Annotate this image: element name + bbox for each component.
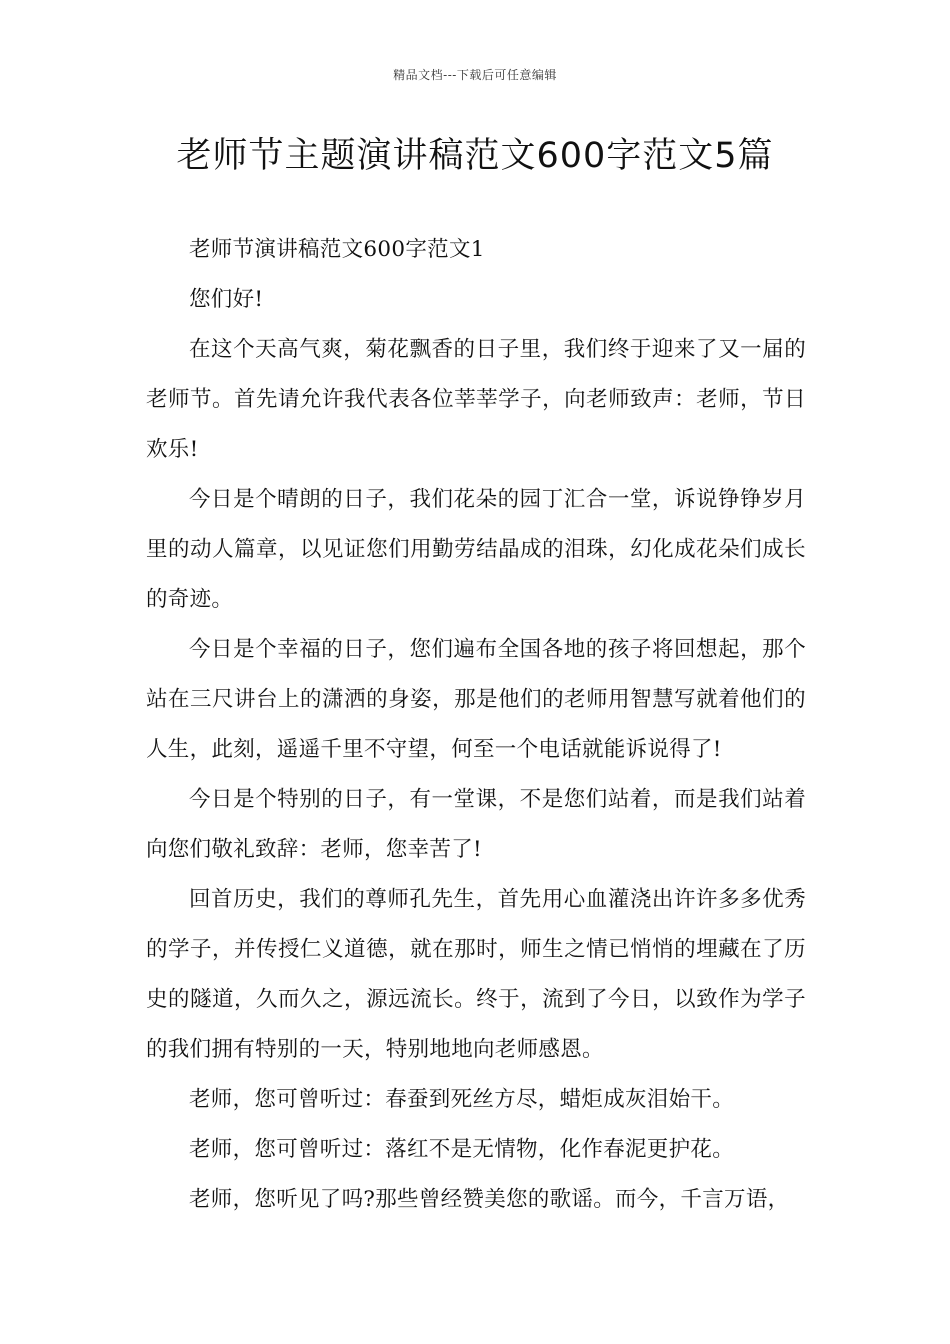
greeting-paragraph: 您们好!: [189, 287, 264, 312]
body-paragraph: 在这个天高气爽，菊花飘香的日子里，我们终于迎来了又一届的老师节。首先请允许我代表各位莘莘学子，向老师致声：老师，节日欢乐!: [146, 337, 806, 462]
section-heading: 老师节演讲稿范文600字范文1: [189, 237, 485, 262]
body-paragraph: 老师，您可曾听过：落红不是无情物，化作春泥更护花。: [189, 1137, 735, 1162]
document-title: 老师节主题演讲稿范文600字范文5篇: [176, 136, 774, 176]
body-paragraph: 回首历史，我们的尊师孔先生，首先用心血灌浇出许许多多优秀的学子，并传授仁义道德，就在那时，师生之情已悄悄的埋藏在了历史的隧道，久而久之，源远流长。终于，流到了今日，以致作为学子的我们拥有特别的一天，特别地地向老师感恩。: [146, 887, 806, 1062]
body-paragraph: 今日是个晴朗的日子，我们花朵的园丁汇合一堂，诉说铮铮岁月里的动人篇章，以见证您们用勤劳结晶成的泪珠，幻化成花朵们成长的奇迹。: [146, 487, 806, 612]
document-body: [146, 225, 806, 1225]
body-paragraph: 老师，您听见了吗?那些曾经赞美您的歌谣。而今，千言万语，: [189, 1187, 790, 1212]
header-note: 精品文档---下载后可任意编辑: [393, 68, 557, 82]
body-paragraph: 老师，您可曾听过：春蚕到死丝方尽，蜡炬成灰泪始干。: [189, 1087, 735, 1112]
body-paragraph: 今日是个幸福的日子，您们遍布全国各地的孩子将回想起，那个站在三尺讲台上的潇洒的身姿，那是他们的老师用智慧写就着他们的人生，此刻，遥遥千里不守望，何至一个电话就能诉说得了!: [146, 637, 806, 762]
body-paragraph: 今日是个特别的日子，有一堂课，不是您们站着，而是我们站着向您们敬礼致辞：老师，您幸苦了!: [146, 787, 806, 862]
